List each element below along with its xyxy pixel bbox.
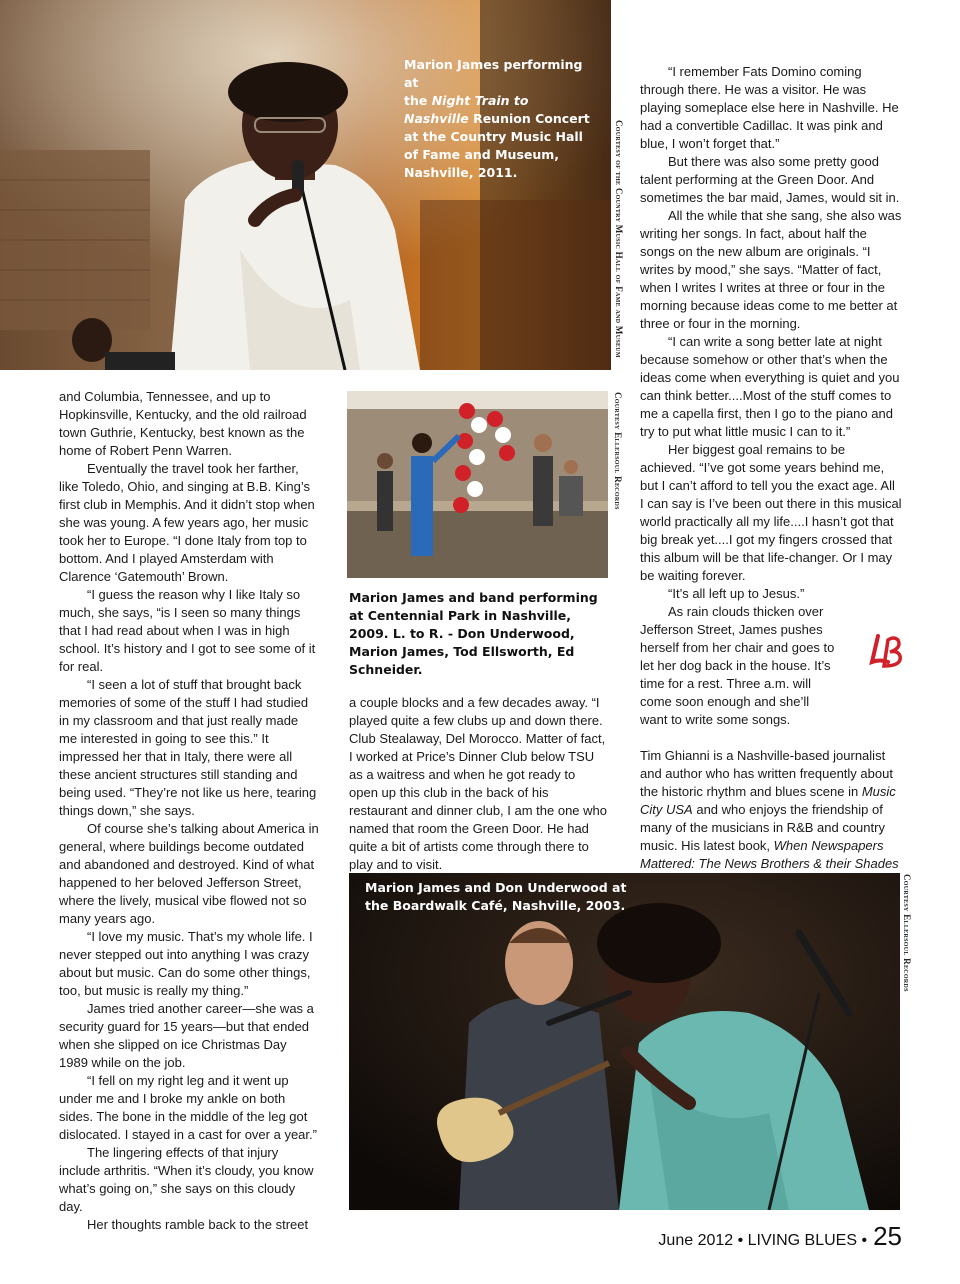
photo-2-image bbox=[347, 391, 608, 578]
photo-2-caption: Marion James and band performing at Centennial Park in Nashville, 2009. L. to R. - Don Underwood, Marion James, Tod Ellsworth, Ed Schneider. bbox=[349, 590, 598, 677]
photo-3-caption: Marion James and Don Underwood at the Boardwalk Café, Nashville, 2003. bbox=[365, 880, 627, 913]
paragraph: Eventually the travel took her farther, like Toledo, Ohio, and singing at B.B. King’s first club in Memphis. And it didn’t stop when she was young. A few years ago, her music took her to Europe. “I done Italy from top to bottom. And I played Amsterdam with Clarence ‘Gatemouth’ Brown. bbox=[59, 461, 315, 584]
paragraph: The lingering effects of that injury include arthritis. “When it’s cloudy, you know what’s going on,” she says on this cloudy day. bbox=[59, 1145, 314, 1214]
paragraph: James tried another career—she was a security guard for 15 years—but that ended when she slipped on ice Christmas Day 1989 while on the job. bbox=[59, 1001, 314, 1070]
article-middle-column bbox=[349, 694, 607, 874]
paragraph: a couple blocks and a few decades away. “I played quite a few clubs up and down there. Club Stealaway, Del Morocco. Matter of fact, I worked at Price’s Dinner Club below TSU as a waitress and when he got ready to open up this club in the back of his restaurant and dinner club, I am the one who named that room the Green Door. He had quite a bit of artists come through there to play and to visit. bbox=[349, 695, 607, 872]
photo-1-credit: Courtesy of the Country Music Hall of Fame and Museum bbox=[614, 120, 624, 358]
photo-3-credit: Courtesy Ellersoul Records bbox=[902, 874, 912, 992]
issue-label: June 2012 • LIVING BLUES • bbox=[658, 1232, 868, 1249]
paragraph: “I remember Fats Domino coming through there. He was a visitor. He was playing someplace else here in Nashville. He had a convertible Cadillac. It was pink and blue, I won’t forget that.” bbox=[640, 64, 899, 151]
page-footer bbox=[658, 1221, 902, 1252]
photo-3-image bbox=[349, 873, 900, 1210]
paragraph: “I guess the reason why I like Italy so much, she says, “is I seen so many things that I had read about when I was in high school. It’s history and I got to see some of it for real. bbox=[59, 587, 316, 674]
article-right-column bbox=[640, 63, 902, 909]
photo-1-caption: Marion James performing at the Night Train to Nashville Reunion Concert at the Country Music Hall of Fame and Museum, Nashville, 2011. bbox=[404, 57, 590, 180]
paragraph: “I can write a song better late at night because somehow or other that’s when the ideas come when everything is quiet and you can think better....Most of the stuff comes to me a capella first, then I go to the piano and try to put what little music I can to it.” bbox=[640, 334, 900, 439]
paragraph: All the while that she sang, she also was writing her songs. In fact, about half the songs on the new album are originals. “I writes by mood,” she says. “Matter of fact, when I writes I writes at three or four in the morning because ideas come to me better at three or four in the morning. bbox=[640, 208, 902, 331]
paragraph: Her thoughts ramble back to the street bbox=[87, 1217, 309, 1232]
article-left-column bbox=[59, 388, 319, 1234]
paragraph: “It’s all left up to Jesus.” bbox=[668, 586, 805, 601]
paragraph: “I fell on my right leg and it went up under me and I broke my ankle on both sides. The bone in the middle of the leg got dislocated. I stayed in a cast for over a year.” bbox=[59, 1073, 317, 1142]
photo-2-credit: Courtesy Ellersoul Records bbox=[613, 392, 623, 510]
paragraph: “I love my music. That’s my whole life. I never stepped out into anything I was crazy about but music. Can do some other things, too, but music is really my thing.” bbox=[59, 929, 313, 998]
photo-band-centennial-park bbox=[347, 391, 608, 578]
photo-marion-james-performing bbox=[0, 0, 611, 370]
paragraph: Of course she’s talking about America in general, where buildings become outdated and abandoned and destroyed. Kind of what happened to her beloved Jefferson Street, where the lively, musical vibe flowed not so many years ago. bbox=[59, 821, 319, 926]
paragraph: Her biggest goal remains to be achieved. “I’ve got some years behind me, but I can’t afford to tell you the exact age. All I can say is I’ve been out there in this musical world practically all my life....I hasn’t got that big break yet....I got my fingers crossed that this album will be that life-changer. Or I may be waiting forever. bbox=[640, 442, 902, 583]
page-number: 25 bbox=[873, 1221, 902, 1251]
living-blues-end-logo bbox=[868, 632, 908, 672]
photo-boardwalk-cafe bbox=[349, 873, 900, 1210]
author-bio: Tim Ghianni is a Nashville-based journalist and author who has written frequently about the historic rhythm and blues scene in Music City USA and who enjoys the friendship of many of the musicians in R&B and country music. His latest book, When Newspapers Mattered: The News Brothers & their Shades bbox=[640, 748, 899, 871]
paragraph: “I seen a lot of stuff that brought back memories of some of the stuff I had studied in my classroom and that just really made me interested in going to see this.” It impressed her that in Italy, there were all these ancient structures still standing and being used. “They’re not like us here, tearing things down,” she says. bbox=[59, 677, 317, 818]
paragraph: But there was also some pretty good talent performing at the Green Door. And sometimes the bar maid, James, would sit in. bbox=[640, 154, 900, 205]
paragraph: As rain clouds thicken over Jefferson Street, James pushes herself from her chair and goes to let her dog back in the house. It’s time for a rest. Three a.m. will come soon enough and she’ll want to write some songs. bbox=[640, 604, 835, 727]
paragraph: and Columbia, Tennessee, and up to Hopkinsville, Kentucky, and the old railroad town Guthrie, Kentucky, best known as the home of Robert Penn Warren. bbox=[59, 389, 307, 458]
lb-logo-icon bbox=[868, 632, 908, 672]
